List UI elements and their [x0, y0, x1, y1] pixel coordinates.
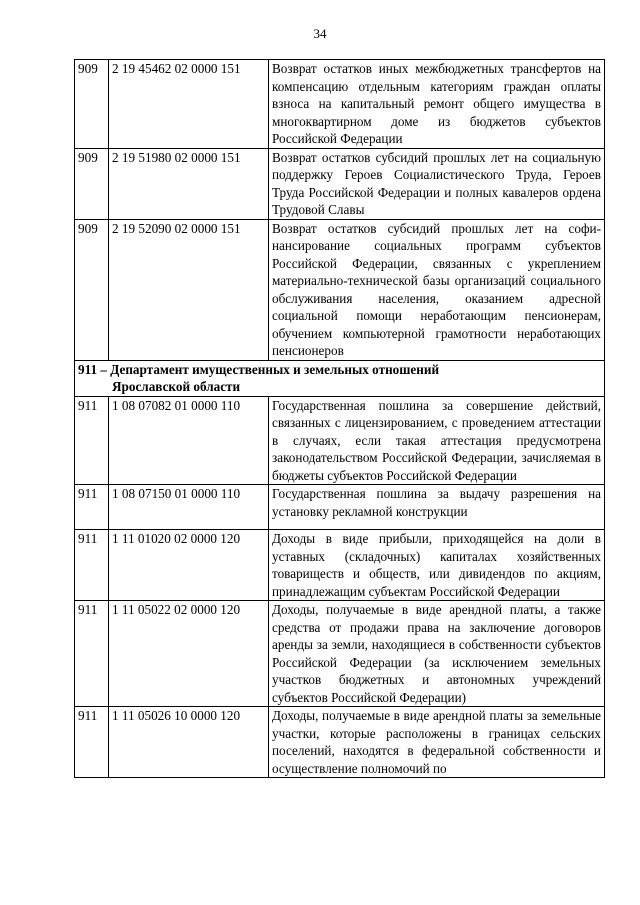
budget-code-cell: 1 11 05022 02 0000 120 — [109, 601, 269, 707]
admin-code-cell: 909 — [75, 148, 109, 219]
budget-classification-table — [74, 59, 605, 778]
admin-code-cell: 911 — [75, 601, 109, 707]
description-cell: Возврат остатков иных межбюджетных трансфертов на компенсацию отдельным категориям граждан оплаты взноса на капитальный ремонт общего имущества в многоквартирном доме из бюджетов субъектов Российской Федерации — [269, 60, 605, 149]
description-cell: Доходы в виде прибыли, приходящейся на доли в уставных (складочных) капиталах хозяйственных товариществ и обществ, или дивидендов по акциям, принадлежащим субъектам Российской Федерации — [269, 530, 605, 601]
description-cell: Государственная пошлина за совершение действий, связанных с лицензированием, с проведением аттестации в случаях, если такая аттестация предусмотрена законодательством Российской Федерации, зачисляемая в бюджеты субъектов Российской Федерации — [269, 396, 605, 485]
section-title-line1: 911 – Департамент имущественных и земельных отношений — [78, 361, 440, 377]
admin-code-cell: 911 — [75, 485, 109, 530]
budget-code-cell: 1 08 07082 01 0000 110 — [109, 396, 269, 485]
admin-code-cell: 909 — [75, 60, 109, 149]
admin-code-cell: 911 — [75, 707, 109, 778]
table-row — [75, 485, 605, 530]
section-header-cell — [75, 360, 605, 396]
admin-code-cell: 911 — [75, 396, 109, 485]
admin-code-cell: 911 — [75, 530, 109, 601]
description-cell: Доходы, получаемые в виде арендной платы, а также средства от продажи права на заключение договоров аренды за земли, находящиеся в собственности субъектов Российской Федерации (за исключением земельных участков бюджетных и автономных учреждений субъектов Российской Федерации) — [269, 601, 605, 707]
page-number: 34 — [313, 26, 327, 41]
table-row — [75, 60, 605, 149]
table-row — [75, 148, 605, 219]
budget-code-cell: 1 11 01020 02 0000 120 — [109, 530, 269, 601]
section-header-row — [75, 360, 605, 396]
table-row — [75, 601, 605, 707]
description-cell: Доходы, получаемые в виде арендной платы за земельные участки, которые расположены в границах сельских поселений, находятся в федеральной собственности и осуществление полномочий по — [269, 707, 605, 778]
description-cell: Государственная пошлина за выдачу разрешения на установку рекламной конструкции — [269, 485, 605, 530]
budget-code-cell: 2 19 45462 02 0000 151 — [109, 60, 269, 149]
table-row — [75, 530, 605, 601]
budget-code-cell: 2 19 51980 02 0000 151 — [109, 148, 269, 219]
budget-code-cell: 2 19 52090 02 0000 151 — [109, 219, 269, 360]
table-row — [75, 219, 605, 360]
table-row — [75, 707, 605, 778]
admin-code-cell: 909 — [75, 219, 109, 360]
description-cell: Возврат остатков субсидий прошлых лет на софинансирование социальных программ субъектов Российской Федерации, связанных с укреплением материально-технической базы организаций социального обслуживания населения, оказанием адресной социальной помощи неработающим пенсионерам, обучением компьютерной грамотности неработающих пенсионеров — [269, 219, 605, 360]
description-cell: Возврат остатков субсидий прошлых лет на социальную поддержку Героев Социалистического Труда, Героев Труда Российской Федерации и полных кавалеров ордена Трудовой Славы — [269, 148, 605, 219]
budget-code-cell: 1 08 07150 01 0000 110 — [109, 485, 269, 530]
table-row — [75, 396, 605, 485]
section-title-line2: Ярославской области — [112, 379, 241, 394]
budget-code-cell: 1 11 05026 10 0000 120 — [109, 707, 269, 778]
